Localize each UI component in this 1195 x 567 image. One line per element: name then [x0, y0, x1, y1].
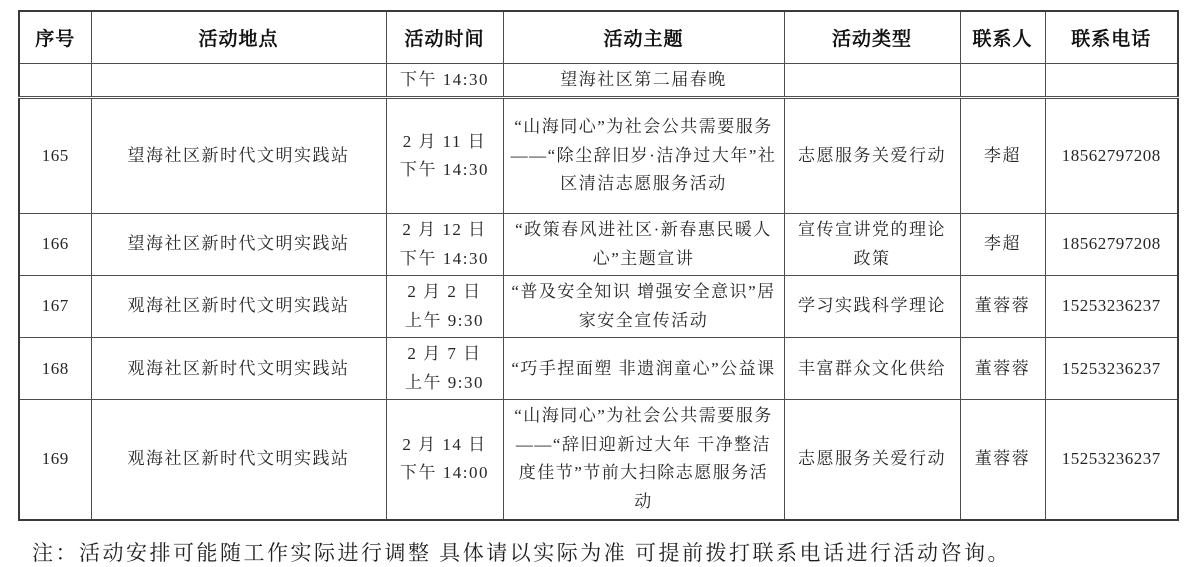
cell-seq: 166 — [19, 214, 91, 276]
time-line-1: 2 月 12 日 — [402, 220, 487, 240]
header-location: 活动地点 — [91, 11, 386, 63]
cell-phone: 15253236237 — [1045, 338, 1178, 400]
cell-seq: 167 — [19, 276, 91, 338]
cell-theme: “政策春风进社区·新春惠民暖人心”主题宣讲 — [503, 214, 784, 276]
time-line-1: 2 月 11 日 — [402, 131, 487, 151]
cell-type: 宣传宣讲党的理论政策 — [784, 214, 960, 276]
cell-phone: 15253236237 — [1045, 400, 1178, 520]
cell-seq: 168 — [19, 338, 91, 400]
cell-time — [386, 276, 503, 338]
table-row-167 — [19, 276, 1178, 338]
cell-location: 观海社区新时代文明实践站 — [91, 276, 386, 338]
cell-phone: 18562797208 — [1045, 214, 1178, 276]
cell-time — [386, 400, 503, 520]
table-row-168 — [19, 338, 1178, 400]
cell-contact — [960, 63, 1045, 98]
time-line-1: 2 月 2 日 — [407, 282, 482, 302]
cell-time — [386, 338, 503, 400]
cell-theme: “山海同心”为社会公共需要服务——“除尘辞旧岁·洁净过大年”社区清洁志愿服务活动 — [503, 98, 784, 214]
cell-time — [386, 63, 503, 98]
cell-theme: 望海社区第二届春晚 — [503, 63, 784, 98]
header-type: 活动类型 — [784, 11, 960, 63]
table-row-169 — [19, 400, 1178, 520]
cell-time — [386, 98, 503, 214]
table-row-166 — [19, 214, 1178, 276]
cell-type: 志愿服务关爱行动 — [784, 400, 960, 520]
cell-location: 望海社区新时代文明实践站 — [91, 214, 386, 276]
cell-seq: 169 — [19, 400, 91, 520]
time-line-2: 下午 14:30 — [400, 248, 489, 268]
cell-contact: 李超 — [960, 98, 1045, 214]
activity-schedule-table — [18, 10, 1179, 521]
header-seq: 序号 — [19, 11, 91, 63]
time-line-2: 下午 14:30 — [400, 69, 489, 89]
cell-phone: 18562797208 — [1045, 98, 1178, 214]
header-contact: 联系人 — [960, 11, 1045, 63]
cell-type: 志愿服务关爱行动 — [784, 98, 960, 214]
cell-location: 观海社区新时代文明实践站 — [91, 338, 386, 400]
header-time: 活动时间 — [386, 11, 503, 63]
cell-location — [91, 63, 386, 98]
cell-theme: “普及安全知识 增强安全意识”居家安全宣传活动 — [503, 276, 784, 338]
cell-seq: 165 — [19, 98, 91, 214]
table-row-continued — [19, 63, 1178, 98]
cell-seq — [19, 63, 91, 98]
cell-contact: 董蓉蓉 — [960, 276, 1045, 338]
footnote: 注：活动安排可能随工作实际进行调整 具体请以实际为准 可提前拨打联系电话进行活动咨询。 — [32, 540, 1011, 565]
time-line-2: 下午 14:30 — [400, 160, 489, 180]
cell-theme: “山海同心”为社会公共需要服务——“辞旧迎新过大年 干净整洁度佳节”节前大扫除志愿服务活动 — [503, 400, 784, 520]
cell-location: 望海社区新时代文明实践站 — [91, 98, 386, 214]
cell-phone: 15253236237 — [1045, 276, 1178, 338]
cell-time — [386, 214, 503, 276]
cell-theme: “巧手捏面塑 非遗润童心”公益课 — [503, 338, 784, 400]
time-line-2: 上午 9:30 — [405, 372, 484, 392]
cell-contact: 李超 — [960, 214, 1045, 276]
cell-type: 丰富群众文化供给 — [784, 338, 960, 400]
cell-type — [784, 63, 960, 98]
cell-contact: 董蓉蓉 — [960, 400, 1045, 520]
table-row-165 — [19, 98, 1178, 214]
cell-type: 学习实践科学理论 — [784, 276, 960, 338]
header-theme: 活动主题 — [503, 11, 784, 63]
time-line-2: 下午 14:00 — [400, 463, 489, 483]
header-phone: 联系电话 — [1045, 11, 1178, 63]
time-line-1: 2 月 14 日 — [402, 434, 487, 454]
cell-phone — [1045, 63, 1178, 98]
cell-location: 观海社区新时代文明实践站 — [91, 400, 386, 520]
cell-contact: 董蓉蓉 — [960, 338, 1045, 400]
time-line-1: 2 月 7 日 — [407, 344, 482, 364]
time-line-2: 上午 9:30 — [405, 310, 484, 330]
table-header-row — [19, 11, 1178, 63]
